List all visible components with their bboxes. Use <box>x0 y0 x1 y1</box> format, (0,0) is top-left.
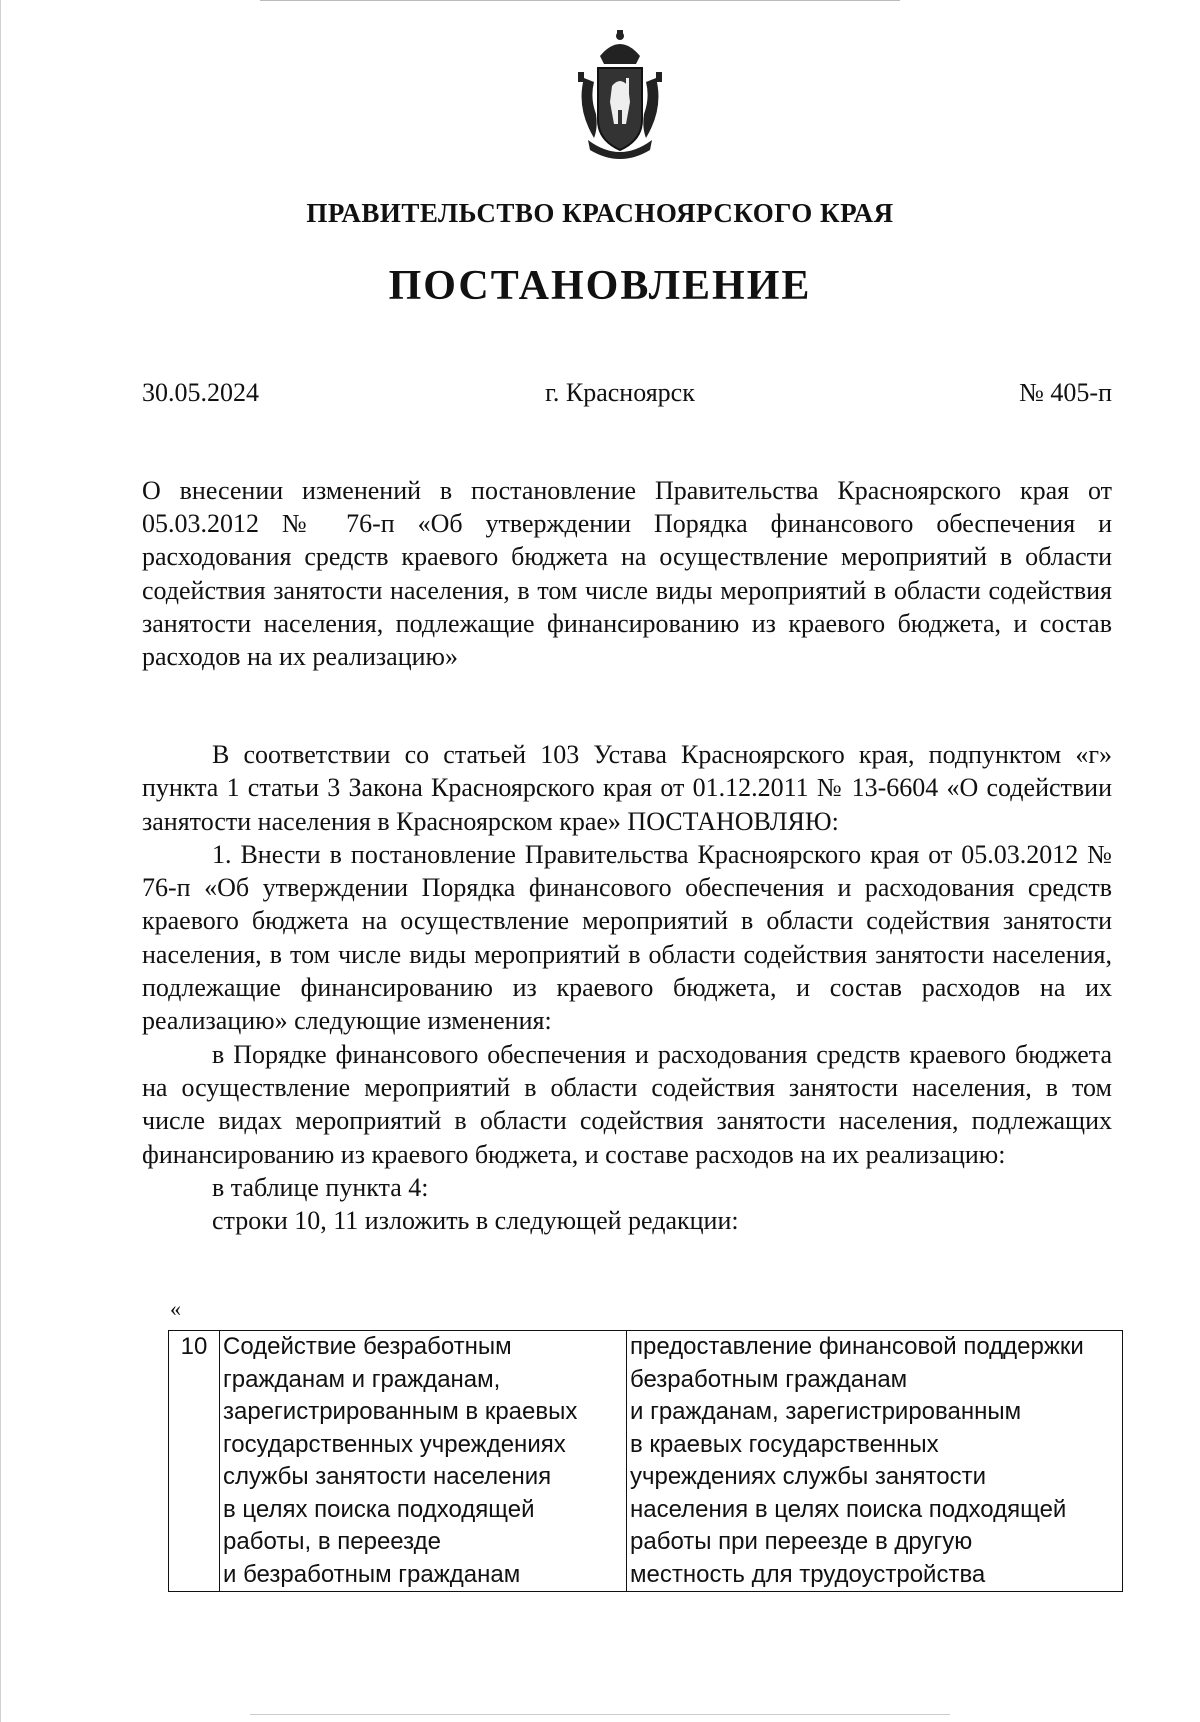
cell-line: государственных учреждениях <box>223 1430 566 1458</box>
document-title: О внесении изменений в постановление Правительства Красноярского края от 05.03.2012 № 76-п «Об утверждении Порядка финансового обеспечения и расходования средств краевого бюджета на осуществление мероприятий в области содействия занятости населения, в том числе виды мероприятий в области содействия занятости населения, подлежащие финансированию из краевого бюджета, и состав расходов на их реализацию» <box>142 476 1112 672</box>
cell-line: местность для трудоустройства <box>630 1560 986 1588</box>
cell-line: зарегистрированным в краевых <box>223 1398 578 1425</box>
cell-line: учреждениях службы занятости <box>630 1463 986 1490</box>
organization-name: ПРАВИТЕЛЬСТВО КРАСНОЯРСКОГО КРАЯ <box>306 198 894 228</box>
cell-line: в краевых государственных <box>630 1430 939 1458</box>
cell-line: и гражданам, зарегистрированным <box>630 1398 1022 1425</box>
table-row <box>169 1331 1123 1592</box>
cell-line: Содействие безработным <box>223 1333 512 1360</box>
paragraph-item-1: 1. Внести в постановление Правительства Красноярского края от 05.03.2012 № 76-п «Об утверждении Порядка финансового обеспечения и расходования средств краевого бюджета на осуществление мероприятий в области содействия занятости населения, в том числе виды мероприятий в области содействия занятости населения, подлежащие финансированию из краевого бюджета, и состав расходов на их реализацию» следующие изменения: <box>142 839 1112 1036</box>
cell-line: в целях поиска подходящей <box>223 1495 535 1523</box>
paragraph-rows-ref: строки 10, 11 изложить в следующей редакции: <box>212 1206 739 1236</box>
cell-line: населения в целях поиска подходящей <box>630 1495 1067 1523</box>
opening-quote: « <box>170 1296 181 1321</box>
scan-edge-bottom <box>250 1714 950 1715</box>
cell-line: работы при переезде в другую <box>630 1528 973 1555</box>
cell-line: работы, в переезде <box>223 1528 441 1555</box>
cell-line: службы занятости населения <box>223 1463 552 1490</box>
document-type: ПОСТАНОВЛЕНИЕ <box>388 263 812 309</box>
document-body <box>142 738 1112 1237</box>
activity-cell <box>220 1331 627 1592</box>
cell-line: и безработным гражданам <box>223 1560 521 1588</box>
document-date: 30.05.2024 <box>142 378 259 407</box>
document-number: № 405-п <box>1019 378 1112 407</box>
amendment-table <box>168 1330 1123 1592</box>
paragraph-table-ref: в таблице пункта 4: <box>212 1172 429 1202</box>
coat-of-arms-krasnoyarsk-icon <box>570 28 670 168</box>
scan-edge-top <box>260 0 900 1</box>
paragraph-preamble: В соответствии со статьей 103 Устава Красноярского края, подпунктом «г» пункта 1 статьи 3 Закона Красноярского края от 01.12.2011 № 13-6604 «О содействии занятости населения в Красноярском крае» ПОСТАНОВЛЯЮ: <box>142 740 1112 836</box>
scan-edge-left <box>0 0 1 1722</box>
paragraph-order: в Порядке финансового обеспечения и расходования средств краевого бюджета на осуществление мероприятий в области содействия занятости населения, в том числе видах мероприятий в области содействия занятости населения, подлежащих финансированию из краевого бюджета, и составе расходов на их реализацию: <box>142 1039 1112 1169</box>
cell-line: предоставление финансовой поддержки <box>630 1333 1084 1360</box>
row-number: 10 <box>169 1331 220 1592</box>
expense-cell <box>627 1331 1123 1592</box>
cell-line: безработным гражданам <box>630 1365 908 1393</box>
document-city: г. Красноярск <box>545 378 695 407</box>
cell-line: гражданам и гражданам, <box>223 1365 501 1393</box>
